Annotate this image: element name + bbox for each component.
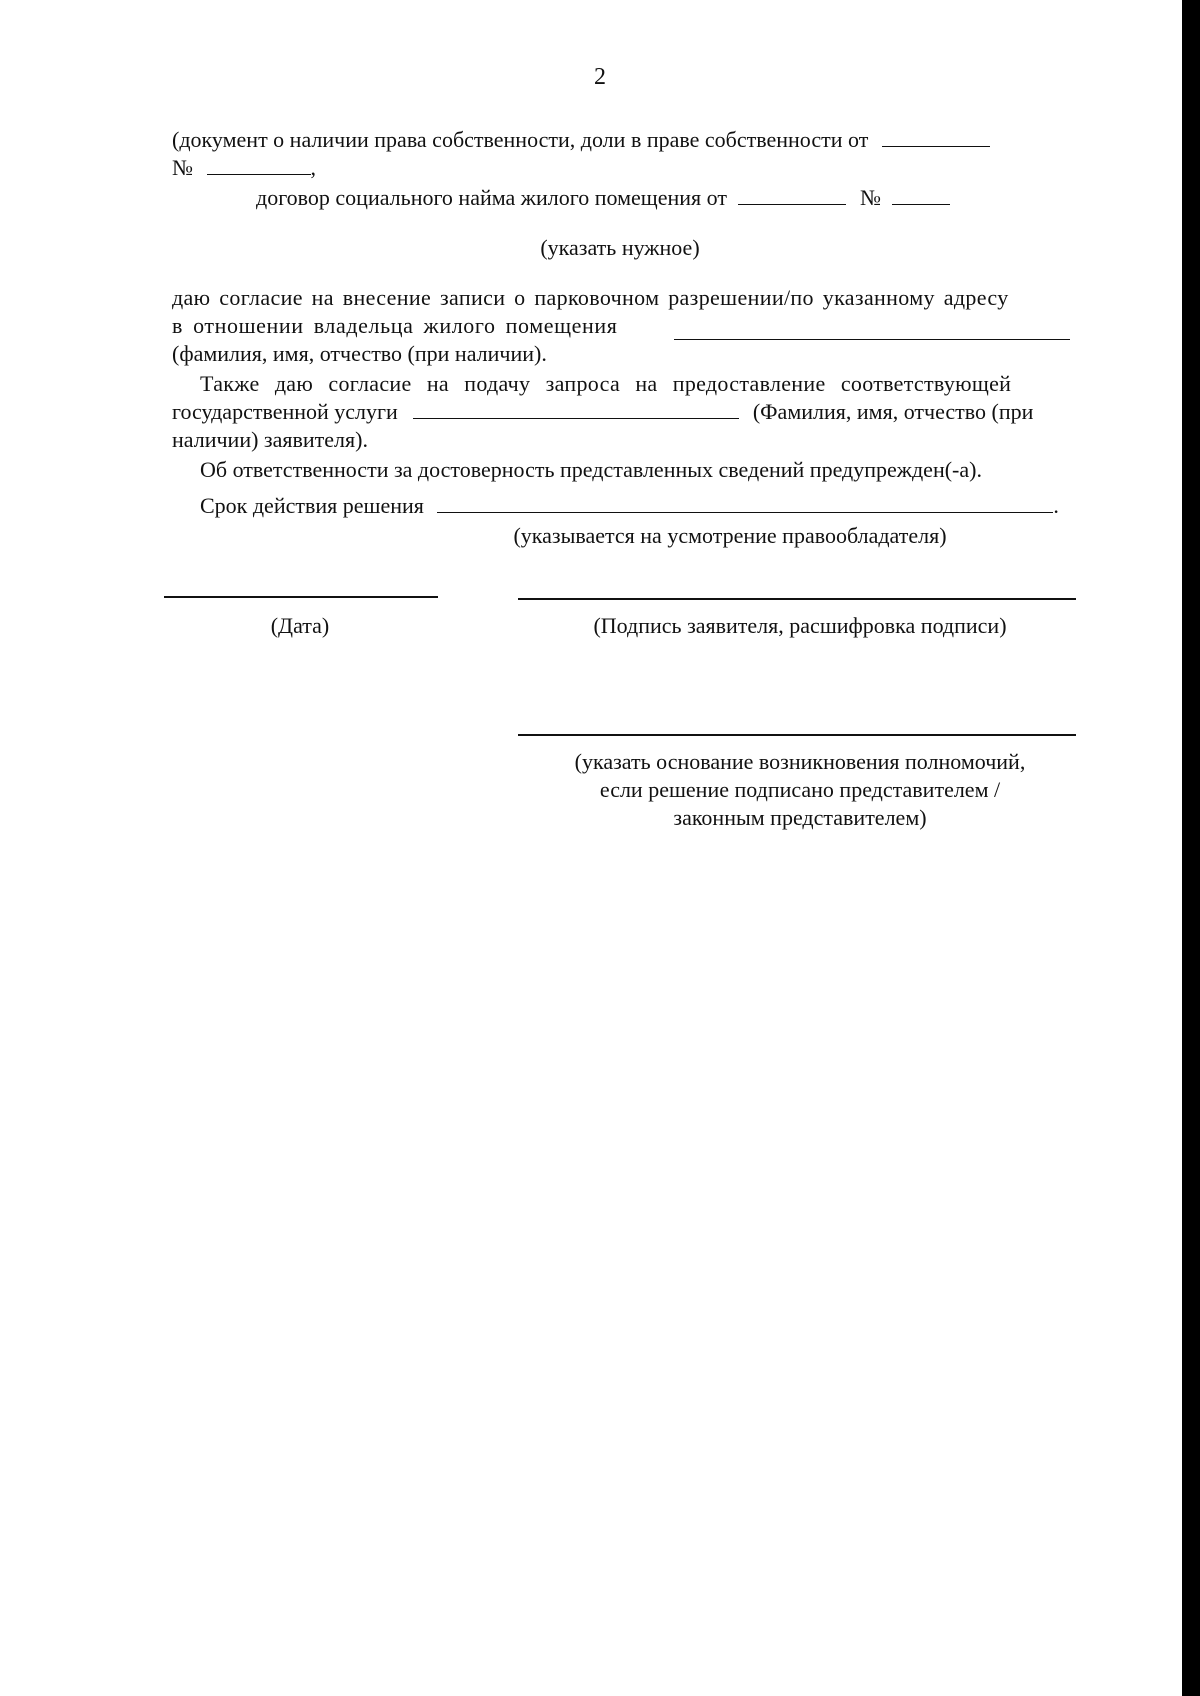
authority-note-line-2: если решение подписано представителем / [599,777,1001,802]
date-blank[interactable] [164,596,438,598]
ownership-date-blank[interactable] [882,126,990,147]
state-service-label: государственной услуги [172,399,398,424]
state-service-blank[interactable] [413,398,739,419]
also-consent-line-3: наличии) заявителя). [172,427,368,452]
applicant-fio-note-start: (Фамилия, имя, отчество (при [752,399,1034,424]
ownership-document-line [172,126,990,154]
decision-term-blank[interactable] [437,492,1053,513]
term-dot: . [1053,493,1059,518]
social-lease-line [256,184,950,212]
also-consent-text-1: Также даю согласие на подачу запроса на предоставление соответствующей [200,371,1012,396]
authority-basis-blank[interactable] [518,734,1076,736]
lease-number-blank[interactable] [892,184,950,205]
social-lease-text: договор социального найма жилого помещения от [256,185,727,210]
also-consent-line-2 [172,398,1033,426]
page-edge-shadow [1182,0,1200,1696]
authority-note-line-3: законным представителем) [673,805,927,830]
date-label: (Дата) [270,613,330,638]
also-consent-line-1 [200,370,1011,398]
responsibility-statement: Об ответственности за достоверность представленных сведений предупрежден(-а). [200,457,982,482]
signature-label: (Подпись заявителя, расшифровка подписи) [593,613,1007,638]
lease-date-blank[interactable] [738,184,846,205]
page-number: 2 [594,64,606,90]
decision-term-label: Срок действия решения [200,493,424,518]
consent-text-1: даю согласие на внесение записи о парковочном разрешении/по указанному адресу [172,285,1009,310]
owner-name-blank[interactable] [674,339,1070,340]
ownership-document-text: (документ о наличии права собственности, доли в праве собственности от [172,127,869,152]
consent-line-1 [172,284,1072,312]
ownership-number-blank[interactable] [207,154,311,175]
number-sign: № [172,155,193,180]
decision-term-line [200,492,1059,520]
comma: , [310,155,316,180]
owner-label: в отношении владельца жилого помещения [172,313,618,338]
decision-term-note: (указывается на усмотрение правообладателя) [513,523,947,548]
owner-fio-note: (фамилия, имя, отчество (при наличии). [172,341,547,366]
lease-number-sign: № [859,185,881,210]
ownership-number-line [172,154,316,182]
specify-needed-note: (указать нужное) [540,235,700,260]
consent-line-2 [172,312,618,340]
signature-blank[interactable] [518,598,1076,600]
authority-note-line-1: (указать основание возникновения полномочий, [574,749,1026,774]
